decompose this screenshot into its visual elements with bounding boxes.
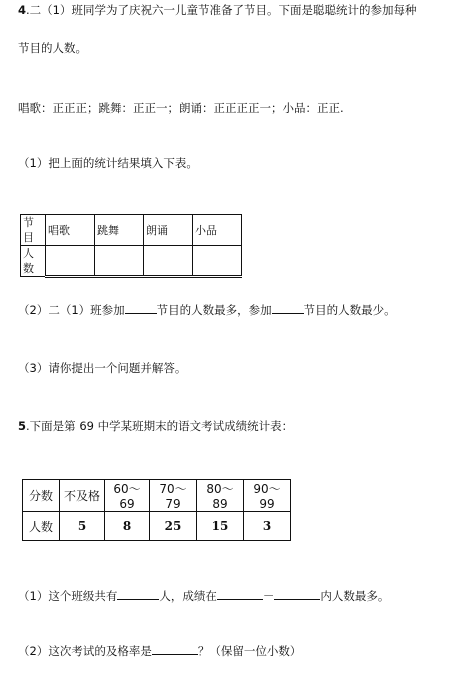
table-cell: 人数 <box>21 246 46 277</box>
q4-tally: 唱歌：正正正；跳舞：正正一；朗诵：正正正正一；小品：正正. <box>18 101 344 115</box>
answer-cell[interactable] <box>144 246 193 277</box>
answer-blank[interactable] <box>274 588 320 600</box>
q4-sub2 <box>18 302 396 318</box>
table-cell: 5 <box>60 512 105 541</box>
table-cell: 3 <box>244 512 291 541</box>
table-row <box>21 215 242 246</box>
text: （2）二（1）班参加 <box>18 303 125 317</box>
answer-cell[interactable] <box>46 246 95 277</box>
answer-cell[interactable] <box>193 246 242 277</box>
text: （1）这个班级共有 <box>18 589 118 603</box>
q4-line1 <box>18 2 416 18</box>
text: （2）这次考试的及格率是 <box>18 644 152 658</box>
table-cell: 朗诵 <box>144 215 193 246</box>
table-cell: 唱歌 <box>46 215 95 246</box>
q5-sub1 <box>18 588 389 604</box>
table-cell: 60～69 <box>105 480 150 512</box>
table-cell: 不及格 <box>60 480 105 512</box>
q4-line1-text: .二（1）班同学为了庆祝六一儿童节准备了节目。下面是聪聪统计的参加每种 <box>26 3 417 17</box>
answer-blank[interactable] <box>272 302 304 314</box>
table-cell: 15 <box>197 512 244 541</box>
answer-blank[interactable] <box>217 588 263 600</box>
answer-cell[interactable] <box>95 246 144 277</box>
table-cell: 跳舞 <box>95 215 144 246</box>
q4-sub3: （3）请你提出一个问题并解答。 <box>18 361 187 375</box>
text: ？（保留一位小数） <box>197 644 302 658</box>
q5-number: 5 <box>18 419 27 433</box>
text: 节目的人数最多，参加 <box>156 303 272 317</box>
answer-blank[interactable] <box>125 302 157 314</box>
table-cell: 节目 <box>21 215 46 246</box>
table-cell: 25 <box>150 512 197 541</box>
answer-blank[interactable] <box>152 643 198 655</box>
table-row <box>23 512 291 541</box>
q5-sub2 <box>18 643 301 659</box>
answer-blank[interactable] <box>117 588 159 600</box>
table-cell: 分数 <box>23 480 60 512</box>
table-cell: 人数 <box>23 512 60 541</box>
q4-number: 4 <box>18 3 27 17</box>
q5-table <box>22 479 291 541</box>
q4-sub1: （1）把上面的统计结果填入下表。 <box>18 156 198 170</box>
table-row <box>21 246 242 277</box>
table-cell: 80～89 <box>197 480 244 512</box>
table-cell: 8 <box>105 512 150 541</box>
table-cell: 70～79 <box>150 480 197 512</box>
table-cell: 小品 <box>193 215 242 246</box>
text: 内人数最多。 <box>320 589 390 603</box>
q4-line2: 节目的人数。 <box>18 41 87 55</box>
q5-title-text: .下面是第 69 中学某班期末的语文考试成绩统计表： <box>26 419 294 433</box>
table-cell: 90～99 <box>244 480 291 512</box>
table-row <box>23 480 291 512</box>
text: 人，成绩在 <box>159 589 217 603</box>
q4-table <box>20 214 242 278</box>
text: 节目的人数最少。 <box>303 303 396 317</box>
q5-title <box>18 418 293 434</box>
text: － <box>262 589 275 603</box>
